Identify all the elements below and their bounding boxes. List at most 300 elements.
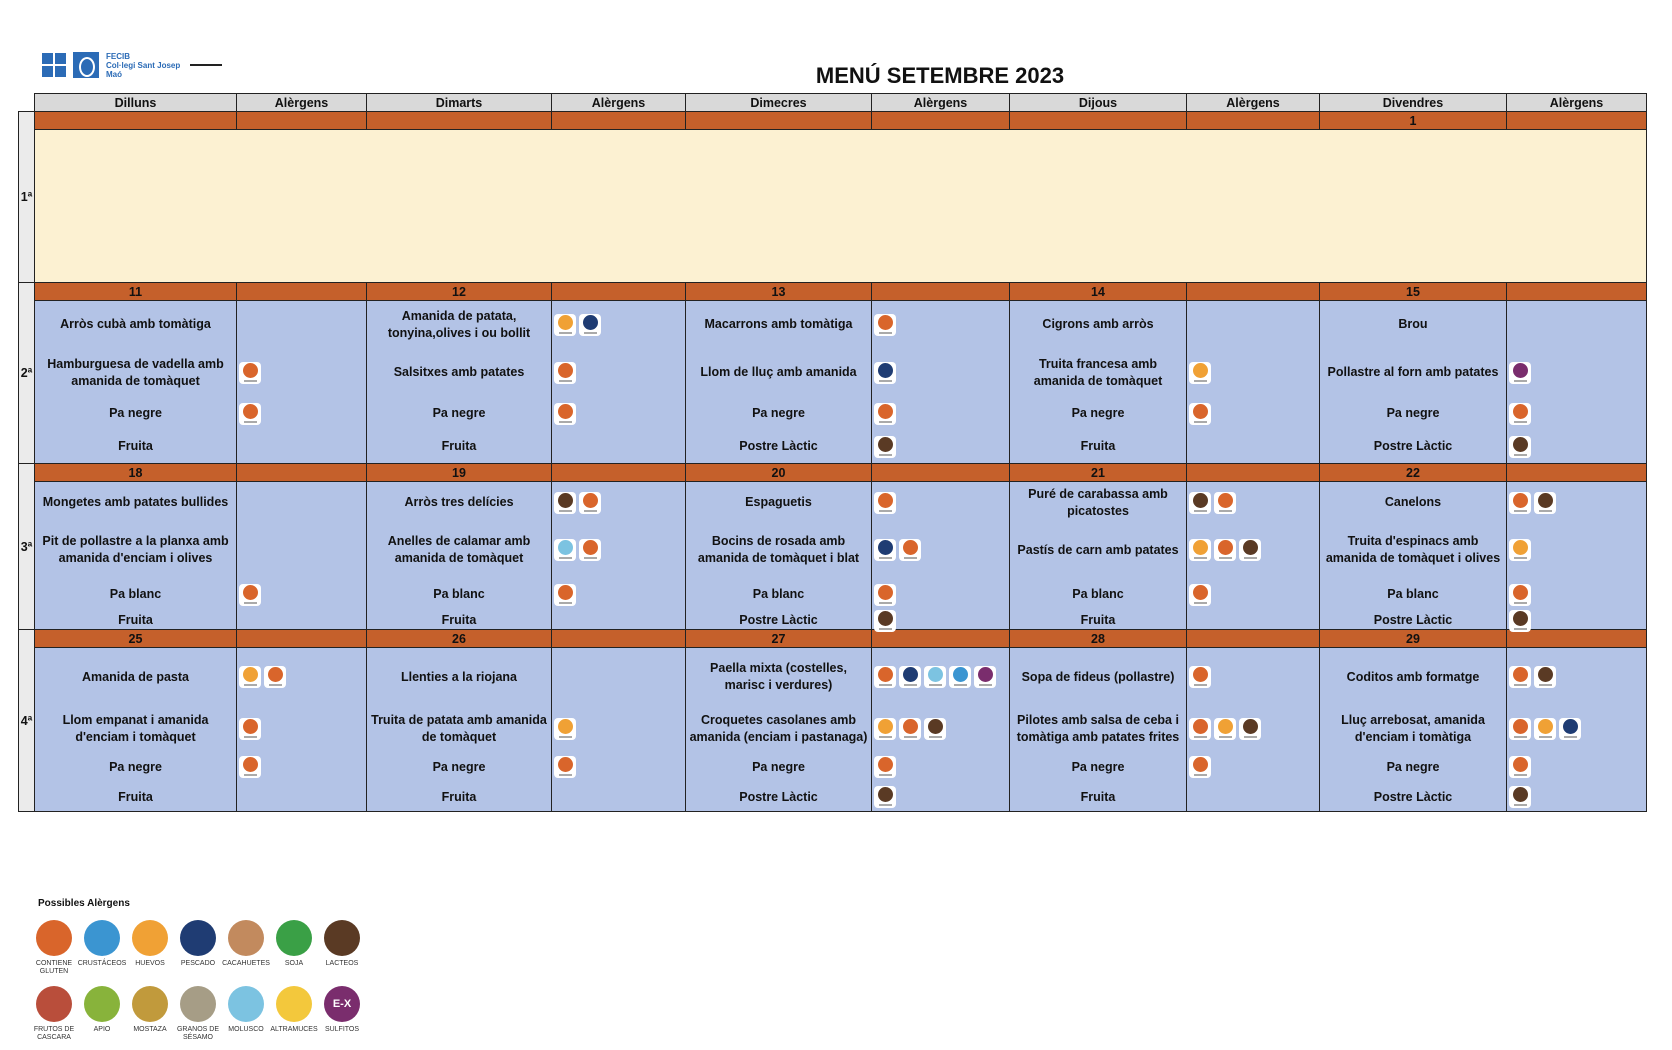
date-number <box>367 112 552 130</box>
date-number: 19 <box>367 464 552 482</box>
dish-name: Espaguetis <box>745 495 812 509</box>
lacteos-icon-glyph <box>1243 719 1258 734</box>
dish-name: Puré de carabassa amb picatostes <box>1028 486 1168 518</box>
lacteos-icon-glyph <box>1538 493 1553 508</box>
icon-caption <box>559 602 572 604</box>
gluten-icon <box>1509 584 1531 606</box>
allergen-icons <box>552 706 685 751</box>
allergen-icons <box>237 397 366 430</box>
huevos-icon <box>239 666 261 688</box>
lacteos-icon <box>1239 718 1261 740</box>
legend-pescado <box>171 920 225 968</box>
icon-caption <box>584 510 597 512</box>
allergen-icons <box>1507 648 1646 706</box>
icon-caption <box>559 736 572 738</box>
dish-name: Pa negre <box>432 406 486 420</box>
allergen-icons <box>237 706 366 751</box>
lacteos-icon-glyph <box>558 493 573 508</box>
school-logo <box>42 50 222 80</box>
day-dishes <box>1320 301 1507 464</box>
dish-name: Arròs tres delícies <box>404 495 514 509</box>
allergen-icons <box>1187 397 1319 430</box>
dish-name: Pa blanc <box>1387 587 1439 601</box>
gluten-icon-glyph <box>558 585 573 600</box>
lacteos-icon <box>1509 786 1531 808</box>
gluten-icon-glyph <box>583 540 598 555</box>
gluten-icon-glyph <box>243 363 258 378</box>
allergen-icons <box>552 301 685 348</box>
dish-name: Pa blanc <box>433 587 485 601</box>
day-header: Divendres <box>1320 94 1507 112</box>
dish-name: Postre Làctic <box>1373 613 1453 627</box>
icon-caption <box>879 684 892 686</box>
gluten-icon-glyph <box>878 757 893 772</box>
gluten-icon-glyph <box>243 585 258 600</box>
legend-label: MOSTAZA <box>133 1026 167 1033</box>
dish-name: Pa blanc <box>109 587 162 601</box>
gluten-icon <box>554 362 576 384</box>
molusco-icon-glyph <box>928 667 943 682</box>
gluten-icon-glyph <box>903 719 918 734</box>
dish-name: Pa negre <box>109 406 162 420</box>
huevos-icon-glyph <box>1193 540 1208 555</box>
allergens-header: Alèrgens <box>552 94 686 112</box>
day-allergens <box>872 648 1010 812</box>
date-allergen-cell <box>552 112 686 130</box>
day-dishes <box>35 648 237 812</box>
legend-label: CACAHUETES <box>222 960 270 967</box>
day-allergens <box>872 301 1010 464</box>
gluten-icon <box>239 756 261 778</box>
date-allergen-cell <box>872 464 1010 482</box>
gluten-icon-glyph <box>1513 719 1528 734</box>
lacteos-icon-glyph <box>878 611 893 626</box>
dish-name: Paella mixta (costelles, marisc i verdures) <box>710 661 847 692</box>
icon-caption <box>1514 684 1527 686</box>
gluten-icon-glyph <box>1193 667 1208 682</box>
gluten-icon-glyph <box>1513 757 1528 772</box>
allergens-header: Alèrgens <box>1507 94 1647 112</box>
date-allergen-cell <box>552 283 686 301</box>
dish-name: Anelles de calamar amb amanida de tomàquet <box>387 534 531 565</box>
logo-text <box>106 52 180 79</box>
page-title: MENÚ SETEMBRE 2023 <box>815 63 1065 88</box>
allergen-icons <box>1507 348 1646 397</box>
empty-week-cell <box>35 130 1647 283</box>
date-row <box>19 630 1647 648</box>
date-allergen-cell <box>1507 464 1647 482</box>
icon-caption <box>879 421 892 423</box>
allergen-icons <box>237 751 366 783</box>
icon-caption <box>1244 557 1257 559</box>
day-dishes <box>686 482 872 630</box>
dish-name: Truita d'espinacs amb amanida de tomàquet i olives <box>1325 534 1501 565</box>
date-number: 20 <box>686 464 872 482</box>
allergens-header: Alèrgens <box>872 94 1010 112</box>
corner-cell <box>19 94 35 112</box>
legend-title: Possibles Alèrgens <box>38 898 130 909</box>
gluten-icon <box>1214 539 1236 561</box>
logo-line: Maó <box>106 69 122 79</box>
gluten-icon-glyph <box>903 540 918 555</box>
molusco-icon <box>228 986 264 1022</box>
allergens-header: Alèrgens <box>1187 94 1320 112</box>
legend-cacahuetes <box>219 920 273 968</box>
gluten-icon <box>1189 718 1211 740</box>
icon-caption <box>244 602 257 604</box>
gluten-icon-glyph <box>1513 585 1528 600</box>
icon-caption <box>904 736 917 738</box>
icon-caption <box>1194 510 1207 512</box>
day-allergens <box>552 301 686 464</box>
pescado-icon <box>899 666 921 688</box>
gluten-icon-glyph <box>243 719 258 734</box>
allergen-icons <box>1507 751 1646 783</box>
huevos-icon <box>132 920 168 956</box>
day-allergens <box>1187 482 1320 630</box>
gluten-icon-glyph <box>558 757 573 772</box>
huevos-icon-glyph <box>1193 363 1208 378</box>
dish-name: Amanida de pasta <box>82 669 189 684</box>
allergen-icons <box>1187 648 1319 706</box>
lacteos-icon <box>924 718 946 740</box>
legend-label: MOLUSCO <box>228 1026 264 1033</box>
lacteos-icon-glyph <box>1513 611 1528 626</box>
huevos-icon <box>1509 539 1531 561</box>
date-allergen-cell <box>1187 283 1320 301</box>
sulfitos-icon-glyph <box>978 667 993 682</box>
icon-caption <box>1514 510 1527 512</box>
gluten-icon <box>1214 492 1236 514</box>
allergens-header: Alèrgens <box>237 94 367 112</box>
lacteos-icon-glyph <box>1193 493 1208 508</box>
gluten-icon <box>874 756 896 778</box>
lacteos-icon <box>1509 610 1531 632</box>
icon-caption <box>1514 774 1527 776</box>
allergen-icons <box>552 648 685 706</box>
gluten-icon <box>239 362 261 384</box>
pescado-icon-glyph <box>903 667 918 682</box>
pescado-icon <box>874 362 896 384</box>
gluten-icon-glyph <box>243 757 258 772</box>
sulfitos-icon <box>974 666 996 688</box>
allergen-icons <box>872 706 1009 751</box>
gluten-icon <box>874 403 896 425</box>
day-allergens <box>237 648 367 812</box>
allergen-icons <box>1507 783 1646 811</box>
gluten-icon <box>554 756 576 778</box>
allergen-icons <box>1187 482 1319 523</box>
allergen-icons <box>552 523 685 577</box>
day-allergens <box>1507 482 1647 630</box>
icon-caption <box>1514 454 1527 456</box>
date-number: 15 <box>1320 283 1507 301</box>
date-row <box>19 112 1647 130</box>
icon-caption <box>879 804 892 806</box>
allergen-icons <box>1507 612 1646 629</box>
legend-frutos_cascara <box>27 986 81 1042</box>
icon-caption <box>879 557 892 559</box>
crustaceos-icon-glyph <box>953 667 968 682</box>
lacteos-icon <box>324 920 360 956</box>
logo-blocks <box>42 53 66 77</box>
gluten-icon-glyph <box>558 363 573 378</box>
date-number: 12 <box>367 283 552 301</box>
allergen-icons <box>1187 706 1319 751</box>
date-allergen-cell <box>1187 630 1320 648</box>
allergen-icons <box>1187 430 1319 463</box>
lacteos-icon <box>1239 539 1261 561</box>
icon-caption <box>954 684 967 686</box>
allergen-icons <box>1507 397 1646 430</box>
legend-label: PESCADO <box>180 960 216 967</box>
huevos-icon-glyph <box>243 667 258 682</box>
pescado-icon <box>874 539 896 561</box>
legend-gluten <box>27 920 81 976</box>
week-label: 3ª <box>19 464 35 630</box>
icon-caption <box>1514 628 1527 630</box>
day-header: Dimarts <box>367 94 552 112</box>
dish-name: Pastís de carn amb patates <box>1017 542 1179 557</box>
allergen-icons <box>1187 577 1319 612</box>
pescado-icon-glyph <box>583 315 598 330</box>
day-dishes <box>686 648 872 812</box>
lacteos-icon <box>554 492 576 514</box>
legend-sesamo <box>171 986 225 1042</box>
pescado-icon <box>1559 718 1581 740</box>
gluten-icon <box>899 718 921 740</box>
dish-name: Postre Làctic <box>1373 439 1453 453</box>
gluten-icon-glyph <box>1513 667 1528 682</box>
dish-name: Fruita <box>441 613 477 627</box>
dish-name: Pa blanc <box>1072 587 1124 601</box>
legend-label: APIO <box>93 1026 111 1033</box>
gluten-icon <box>874 492 896 514</box>
molusco-icon <box>924 666 946 688</box>
day-dishes <box>1010 301 1187 464</box>
allergen-icons <box>1187 523 1319 577</box>
dish-name: Truita de patata amb amanida de tomàquet <box>371 712 547 744</box>
date-allergen-cell <box>872 283 1010 301</box>
icon-caption <box>244 774 257 776</box>
week-label: 4ª <box>19 630 35 812</box>
date-number: 28 <box>1010 630 1187 648</box>
sesamo-icon <box>180 986 216 1022</box>
gluten-icon-glyph <box>558 404 573 419</box>
dish-name: Fruita <box>118 439 153 453</box>
altramuces-icon <box>276 986 312 1022</box>
icon-caption <box>1244 736 1257 738</box>
allergen-icons <box>1507 706 1646 751</box>
icon-caption <box>879 380 892 382</box>
icon-caption <box>584 332 597 334</box>
legend-label: GRANOS DE SÉSAMO <box>176 1026 219 1041</box>
gluten-icon <box>1189 584 1211 606</box>
day-allergens <box>552 482 686 630</box>
dish-name: Llom empanat i amanida d'enciam i tomàquet <box>62 712 209 744</box>
icon-caption <box>1219 736 1232 738</box>
week-content-row <box>19 482 1647 630</box>
allergen-icons <box>872 577 1009 612</box>
icon-caption <box>904 684 917 686</box>
gluten-icon <box>1509 492 1531 514</box>
day-allergens <box>552 648 686 812</box>
day-header: Dimecres <box>686 94 872 112</box>
date-row <box>19 283 1647 301</box>
lacteos-icon <box>1534 666 1556 688</box>
icon-caption <box>559 421 572 423</box>
icon-caption <box>244 684 257 686</box>
dish-name: Cigrons amb arròs <box>1042 317 1154 331</box>
date-allergen-cell <box>1507 283 1647 301</box>
legend-label: CRUSTÁCEOS <box>77 960 127 967</box>
dish-name: Pollastre al forn amb patates <box>1327 365 1499 379</box>
huevos-icon <box>1189 539 1211 561</box>
huevos-icon-glyph <box>1513 540 1528 555</box>
dish-name: Amanida de patata, tonyina,olives i ou bollit <box>387 308 531 340</box>
dish-name: Postre Làctic <box>739 789 818 804</box>
dish-name: Fruita <box>118 613 153 627</box>
date-number: 27 <box>686 630 872 648</box>
date-number: 14 <box>1010 283 1187 301</box>
icon-caption <box>1514 804 1527 806</box>
dish-name: Pa negre <box>1071 759 1125 774</box>
dish-name: Croquetes casolanes amb amanida (enciam i pastanaga) <box>689 712 868 744</box>
crustaceos-icon <box>949 666 971 688</box>
allergen-icons <box>872 612 1009 629</box>
allergen-icons <box>552 577 685 612</box>
day-dishes <box>1010 648 1187 812</box>
allergen-icons <box>1507 301 1646 348</box>
icon-caption <box>979 684 992 686</box>
logo-line: FECIB <box>106 51 130 61</box>
dish-name: Pa negre <box>752 406 805 420</box>
day-dishes <box>1320 648 1507 812</box>
allergen-icons <box>237 783 366 811</box>
date-number: 1 <box>1320 112 1507 130</box>
gluten-icon-glyph <box>1218 493 1233 508</box>
allergen-icons <box>237 612 366 629</box>
date-allergen-cell <box>237 112 367 130</box>
icon-caption <box>584 557 597 559</box>
cacahuetes-icon <box>228 920 264 956</box>
huevos-icon <box>1214 718 1236 740</box>
gluten-icon-glyph <box>1193 719 1208 734</box>
legend-mostaza <box>123 986 177 1034</box>
allergen-icons <box>237 577 366 612</box>
legend-label: CONTIENE GLUTEN <box>35 960 73 975</box>
week-label: 1ª <box>19 112 35 283</box>
allergen-icons <box>872 523 1009 577</box>
lacteos-icon <box>874 610 896 632</box>
logo-divider <box>190 64 222 66</box>
icon-caption <box>559 332 572 334</box>
dish-name: Pa negre <box>1071 406 1125 420</box>
dish-name: Llom de lluç amb amanida <box>700 365 857 379</box>
icon-caption <box>1194 684 1207 686</box>
icon-caption <box>559 510 572 512</box>
date-number: 25 <box>35 630 237 648</box>
icon-caption <box>879 454 892 456</box>
dish-name: Sopa de fideus (pollastre) <box>1021 669 1175 684</box>
gluten-icon-glyph <box>878 315 893 330</box>
allergen-icons <box>872 751 1009 783</box>
date-allergen-cell <box>237 283 367 301</box>
allergen-icons <box>1187 783 1319 811</box>
date-allergen-cell <box>872 630 1010 648</box>
gluten-icon-glyph <box>243 404 258 419</box>
week-label: 2ª <box>19 283 35 464</box>
day-allergens <box>872 482 1010 630</box>
allergen-icons <box>237 523 366 577</box>
lacteos-icon-glyph <box>1513 437 1528 452</box>
dish-name: Lluç arrebosat, amanida d'enciam i tomàtiga <box>1341 712 1485 744</box>
allergen-icons <box>552 783 685 811</box>
pescado-icon-glyph <box>878 363 893 378</box>
day-dishes <box>367 648 552 812</box>
allergen-icons <box>1507 577 1646 612</box>
icon-caption <box>929 736 942 738</box>
dish-name: Pa blanc <box>752 587 805 601</box>
icon-caption <box>1564 736 1577 738</box>
day-header: Dijous <box>1010 94 1187 112</box>
date-number: 29 <box>1320 630 1507 648</box>
date-allergen-cell <box>1187 464 1320 482</box>
gluten-icon-glyph <box>583 493 598 508</box>
dish-name: Postre Làctic <box>1373 789 1453 804</box>
date-allergen-cell <box>872 112 1010 130</box>
gluten-icon <box>239 584 261 606</box>
date-allergen-cell <box>237 464 367 482</box>
date-number: 21 <box>1010 464 1187 482</box>
dish-name: Macarrons amb tomàtiga <box>704 317 853 331</box>
icon-caption <box>879 602 892 604</box>
icon-caption <box>1514 380 1527 382</box>
day-dishes <box>367 301 552 464</box>
lacteos-icon <box>1534 492 1556 514</box>
molusco-icon-glyph <box>558 540 573 555</box>
soja-icon <box>276 920 312 956</box>
allergen-icons <box>1507 430 1646 463</box>
icon-caption <box>1539 684 1552 686</box>
day-dishes <box>1320 482 1507 630</box>
gluten-icon <box>239 718 261 740</box>
allergen-icons <box>1507 482 1646 523</box>
dish-name: Mongetes amb patates bullides <box>42 495 229 509</box>
huevos-icon <box>1189 362 1211 384</box>
gluten-icon <box>874 314 896 336</box>
day-allergens <box>237 482 367 630</box>
sulfitos-icon: E-X <box>324 986 360 1022</box>
dish-name: Fruita <box>1080 789 1116 804</box>
lacteos-icon <box>1189 492 1211 514</box>
gluten-icon-glyph <box>1218 540 1233 555</box>
legend-sulfitos <box>315 986 369 1034</box>
allergen-icons <box>1187 751 1319 783</box>
icon-caption <box>1194 380 1207 382</box>
allergen-icons <box>872 648 1009 706</box>
legend-label: LACTEOS <box>325 960 359 967</box>
icon-caption <box>1194 736 1207 738</box>
dish-name: Llenties a la riojana <box>400 669 517 684</box>
gluten-icon-glyph <box>1193 757 1208 772</box>
date-allergen-cell <box>1507 112 1647 130</box>
dish-name: Arròs cubà amb tomàtiga <box>60 317 211 331</box>
icon-caption <box>879 736 892 738</box>
gluten-icon-glyph <box>1513 493 1528 508</box>
gluten-icon <box>1509 756 1531 778</box>
gluten-icon <box>1509 666 1531 688</box>
